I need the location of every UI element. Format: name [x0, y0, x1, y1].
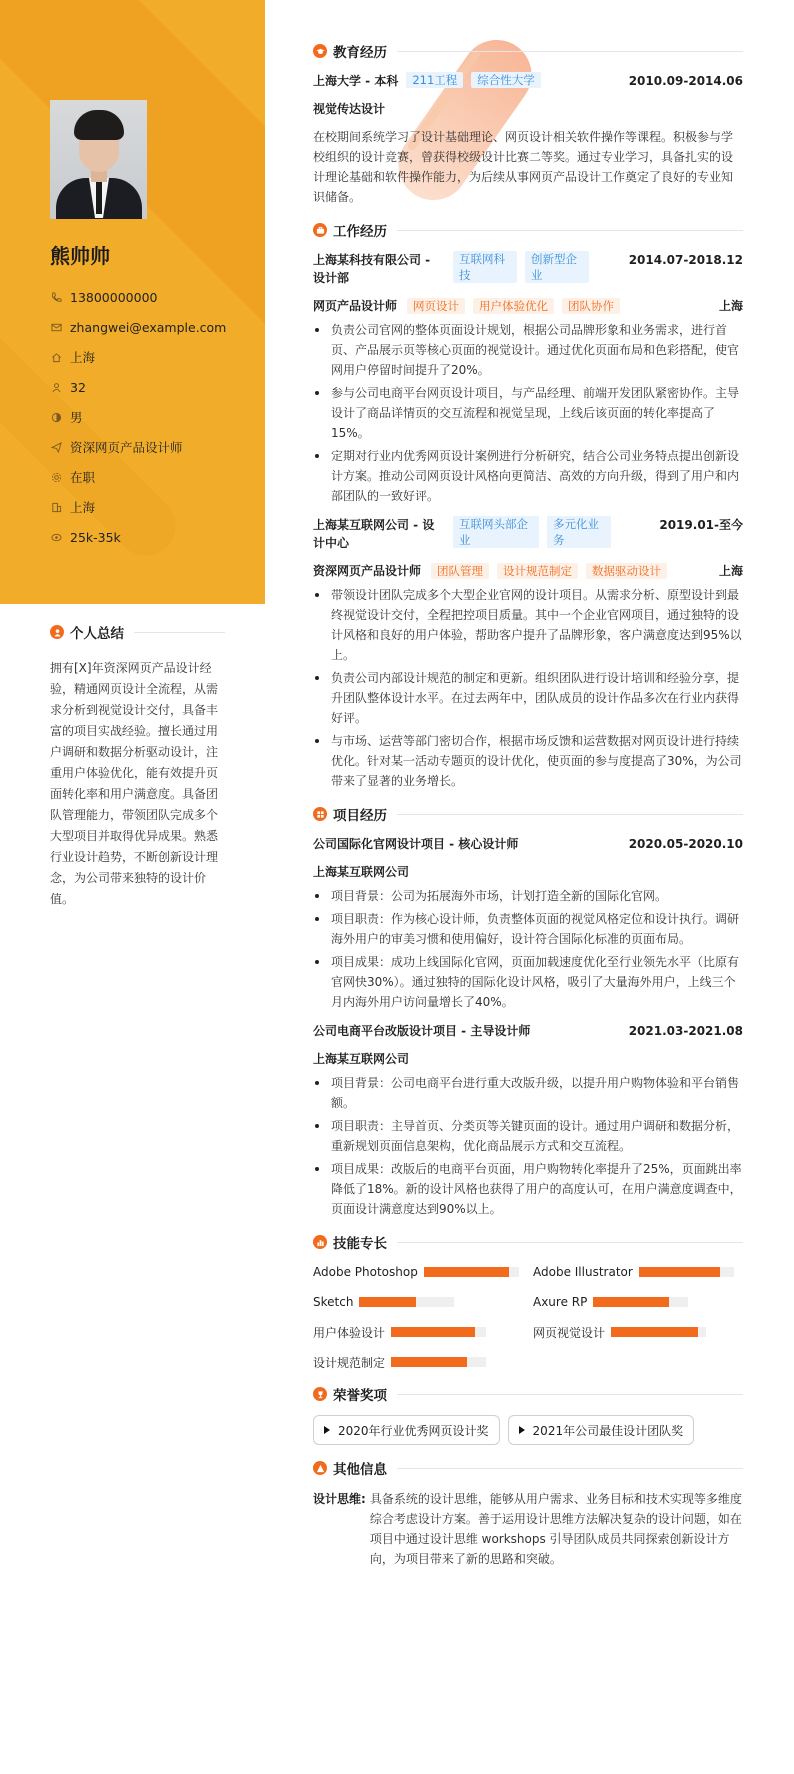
contact-value: zhangwei@example.com [70, 319, 227, 335]
section-header [313, 221, 743, 239]
section-title: 工作经历 [333, 224, 387, 240]
role-row [313, 297, 743, 314]
project-company [313, 1050, 743, 1067]
bullet-item: 项目背景：公司为拓展海外市场，计划打造全新的国际化官网。 [313, 886, 743, 906]
summary-text: 拥有[X]年资深网页产品设计经验，精通网页设计全流程，从需求分析到视觉设计交付，具备丰富的项目实战经验。擅长通过用户调研和数据分析驱动设计，注重用户体验优化，能有效提升页面转化率和用户满意度。具备团队管理能力，带领团队完成多个大型项目并取得优异成果。熟悉行业设计趋势，不断创新设计理念，为公司带来独特的设计价值。 [50, 661, 219, 906]
sidebar-profile [0, 0, 265, 604]
company-tag: 互联网头部企业 [453, 516, 539, 548]
contact-value: 25k-35k [70, 529, 121, 545]
other-section [313, 1459, 743, 1569]
building-icon [50, 501, 62, 513]
skill-bar-fill [391, 1357, 467, 1367]
entry-date: 2014.07-2018.12 [628, 253, 743, 267]
chart-icon [313, 1235, 327, 1249]
entry-date: 2010.09-2014.06 [628, 74, 743, 88]
award-label: 2021年公司最佳设计团队奖 [532, 1423, 684, 1438]
graduation-cap-icon [313, 44, 327, 58]
bullet-item: 参与公司电商平台网页设计项目，与产品经理、前端开发团队紧密协作。主导设计了商品详情页的交互流程和视觉呈现，上线后该页面的转化率提高了15%。 [313, 383, 743, 443]
contact-value: 上海 [70, 350, 96, 365]
section-title: 技能专长 [333, 1236, 387, 1252]
skill-name: 用户体验设计 [313, 1325, 386, 1340]
trophy-icon [313, 1387, 327, 1401]
bullet-item: 项目成果：成功上线国际化官网，页面加载速度优化至行业领先水平（比原有官网快30%）。通过独特的国际化设计风格，吸引了大量海外用户，上线三个月内海外用户访问量增长了40%。 [313, 952, 743, 1012]
contact-value: 资深网页产品设计师 [70, 440, 183, 455]
skill-tag: 团队管理 [431, 563, 489, 579]
contact-value: 上海 [70, 500, 96, 515]
project-entry [313, 1022, 743, 1219]
skill-name: 设计规范制定 [313, 1355, 386, 1370]
education-description: 在校期间系统学习了设计基础理论、网页设计相关软件操作等课程。积极参与学校组织的设计竞赛，曾获得校级设计比赛二等奖。通过专业学习，具备扎实的设计理论基础和软件操作能力，为后续从事网页产品设计工作奠定了良好的专业知识储备。 [313, 130, 734, 204]
skill-tag: 团队协作 [562, 298, 620, 314]
skill-tag: 数据驱动设计 [586, 563, 667, 579]
entry-header [313, 516, 743, 552]
skill-tag: 用户体验优化 [473, 298, 554, 314]
status-icon [50, 471, 62, 483]
skill-bar [391, 1327, 486, 1337]
section-header [313, 1233, 743, 1251]
project-bullets [313, 1073, 743, 1219]
major-label: 视觉传达设计 [313, 102, 386, 116]
skill-bar-fill [611, 1327, 698, 1337]
entry-header [313, 1022, 743, 1040]
contact-home [50, 342, 226, 372]
section-header [313, 1459, 743, 1477]
section-title: 项目经历 [333, 808, 387, 824]
divider [397, 1394, 743, 1395]
skill-bar [359, 1297, 454, 1307]
skill-bar-fill [639, 1267, 720, 1277]
company-tag: 多元化业务 [547, 516, 611, 548]
other-label: 设计思维: [313, 1492, 366, 1506]
school-tag: 综合性大学 [471, 72, 541, 88]
bullet-item: 负责公司官网的整体页面设计规划，根据公司品牌形象和业务需求，进行首页、产品展示页等核心页面的视觉设计。通过优化页面布局和色彩搭配，使官网用户停留时间提升了20%。 [313, 320, 743, 380]
divider [397, 230, 743, 231]
contact-value: 32 [70, 379, 86, 395]
company-tag: 创新型企业 [525, 251, 589, 283]
bullet-item: 项目成果：改版后的电商平台页面，用户购物转化率提升了25%，页面跳出率降低了18%。新的设计风格也获得了用户的高度认可，在用户满意度调查中，页面设计满意度达到90%以上。 [313, 1159, 743, 1219]
skill-bar-fill [593, 1297, 669, 1307]
skill-bar [639, 1267, 734, 1277]
bullet-item: 负责公司内部设计规范的制定和更新。组织团队进行设计培训和经验分享，提升团队整体设计水平。在过去两年中，团队成员的设计作品多次在行业内获得好评。 [313, 668, 743, 728]
job-entry [313, 251, 743, 506]
skill-name: Sketch [313, 1295, 354, 1309]
entry-header [313, 72, 743, 90]
section-header [313, 42, 743, 60]
divider [397, 814, 743, 815]
bullet-item: 项目职责：作为核心设计师，负责整体页面的视觉风格定位和设计执行。调研海外用户的审美习惯和使用偏好，设计符合国际化标准的页面布局。 [313, 909, 743, 949]
home-icon [50, 351, 62, 363]
contact-value: 13800000000 [70, 289, 158, 305]
project-bullets [313, 886, 743, 1012]
summary-section [50, 622, 225, 910]
skill-bar [611, 1327, 706, 1337]
project-company [313, 863, 743, 880]
company-name: 上海某互联网公司 [313, 1052, 410, 1066]
contact-target [50, 432, 226, 462]
project-name: 公司电商平台改版设计项目 - 主导设计师 [313, 1024, 531, 1038]
contact-status [50, 462, 226, 492]
award-chip [508, 1415, 695, 1445]
skills-grid [313, 1263, 743, 1371]
role-row [313, 562, 743, 579]
email-icon [50, 321, 62, 333]
skill-item [313, 1323, 523, 1341]
education-section [313, 42, 743, 207]
section-title: 教育经历 [333, 45, 387, 61]
skill-item [313, 1263, 523, 1281]
entry-date: 2021.03-2021.08 [628, 1024, 743, 1038]
skill-tag: 网页设计 [407, 298, 465, 314]
divider [397, 1242, 743, 1243]
school-tag: 211工程 [406, 72, 463, 88]
bullet-item: 项目背景：公司电商平台进行重大改版升级，以提升用户购物体验和平台销售额。 [313, 1073, 743, 1113]
skills-section [313, 1233, 743, 1371]
skill-name: 网页视觉设计 [533, 1325, 606, 1340]
bullet-item: 与市场、运营等部门密切合作，根据市场反馈和运营数据对网页设计进行持续优化。针对某一活动专题页的设计优化，使页面的参与度提高了30%，为公司带来了显著的业务增长。 [313, 731, 743, 791]
work-section [313, 221, 743, 791]
gender-icon [50, 411, 62, 423]
awards-section [313, 1385, 743, 1445]
skill-bar [593, 1297, 688, 1307]
award-label: 2020年行业优秀网页设计奖 [338, 1423, 489, 1438]
target-icon [50, 441, 62, 453]
divider [397, 1468, 743, 1469]
company-name: 上海某互联网公司 - 设计中心 [313, 518, 435, 550]
entry-date: 2020.05-2020.10 [628, 837, 743, 851]
skill-name: Axure RP [533, 1295, 588, 1309]
job-location: 上海 [718, 564, 743, 578]
skill-bar-fill [391, 1327, 475, 1337]
contact-list [50, 282, 226, 552]
company-name: 上海某互联网公司 [313, 865, 410, 879]
skill-item [313, 1293, 523, 1311]
contact-phone [50, 282, 226, 312]
play-icon [519, 1426, 525, 1434]
section-header [50, 622, 225, 642]
bullet-item: 带领设计团队完成多个大型企业官网的设计项目。从需求分析、原型设计到最终视觉设计交付，全程把控项目质量。其中一个企业官网项目，通过独特的设计风格和良好的用户体验，帮助客户提升了品牌形象，客户满意度达到95%以上。 [313, 585, 743, 665]
awards-list [313, 1415, 743, 1445]
skill-name: Adobe Illustrator [533, 1265, 633, 1279]
skill-name: Adobe Photoshop [313, 1265, 418, 1279]
job-location: 上海 [718, 299, 743, 313]
contact-value: 男 [70, 410, 83, 425]
skill-item [533, 1293, 743, 1311]
project-name: 公司国际化官网设计项目 - 核心设计师 [313, 837, 519, 851]
info-icon [313, 1461, 327, 1475]
skill-item [533, 1263, 743, 1281]
play-icon [324, 1426, 330, 1434]
age-icon [50, 381, 62, 393]
company-name: 上海某科技有限公司 - 设计部 [313, 253, 431, 285]
salary-icon [50, 531, 62, 543]
job-role: 资深网页产品设计师 [313, 564, 422, 578]
section-header [313, 805, 743, 823]
skill-bar-fill [359, 1297, 416, 1307]
profile-photo [50, 100, 147, 219]
entry-header [313, 251, 743, 287]
section-title: 其他信息 [333, 1462, 387, 1478]
major [313, 100, 743, 117]
skill-item [313, 1353, 523, 1371]
section-title: 荣誉奖项 [333, 1388, 387, 1404]
skill-bar [424, 1267, 519, 1277]
briefcase-icon [313, 223, 327, 237]
section-title: 个人总结 [70, 626, 124, 642]
profile-name: 熊帅帅 [50, 244, 110, 268]
company-tag: 互联网科技 [453, 251, 517, 283]
job-entry [313, 516, 743, 791]
project-entry [313, 835, 743, 1012]
divider [397, 51, 743, 52]
divider [134, 632, 225, 633]
projects-section [313, 805, 743, 1219]
other-info [313, 1489, 743, 1569]
job-bullets [313, 585, 743, 791]
bullet-item: 项目职责：主导首页、分类页等关键页面的设计。通过用户调研和数据分析，重新规划页面信息架构，优化商品展示方式和交互流程。 [313, 1116, 743, 1156]
skill-item [533, 1323, 743, 1341]
school-name: 上海大学 - 本科 [313, 74, 399, 88]
education-entry [313, 72, 743, 207]
user-icon [50, 625, 64, 639]
phone-icon [50, 291, 62, 303]
entry-date: 2019.01-至今 [659, 518, 743, 532]
main-content [313, 42, 743, 1583]
section-header [313, 1385, 743, 1403]
skill-bar [391, 1357, 486, 1367]
grid-icon [313, 807, 327, 821]
entry-header [313, 835, 743, 853]
job-role: 网页产品设计师 [313, 299, 398, 313]
job-bullets [313, 320, 743, 506]
contact-age [50, 372, 226, 402]
bullet-item: 定期对行业内优秀网页设计案例进行分析研究，结合公司业务特点提出创新设计方案。推动公司网页设计风格向更简洁、高效的方向升级，得到了用户和内部团队的一致好评。 [313, 446, 743, 506]
contact-value: 在职 [70, 470, 96, 485]
skill-bar-fill [424, 1267, 510, 1277]
contact-city [50, 492, 226, 522]
contact-email [50, 312, 226, 342]
award-chip [313, 1415, 500, 1445]
contact-salary [50, 522, 226, 552]
skill-tag: 设计规范制定 [497, 563, 578, 579]
other-text: 具备系统的设计思维，能够从用户需求、业务目标和技术实现等多维度综合考虑设计方案。善于运用设计思维方法解决复杂的设计问题，如在项目中通过设计思维 workshops 引导团队成员共同探索创新设计方向，为项目带来了新的思路和突破。 [369, 1492, 742, 1566]
contact-gender [50, 402, 226, 432]
